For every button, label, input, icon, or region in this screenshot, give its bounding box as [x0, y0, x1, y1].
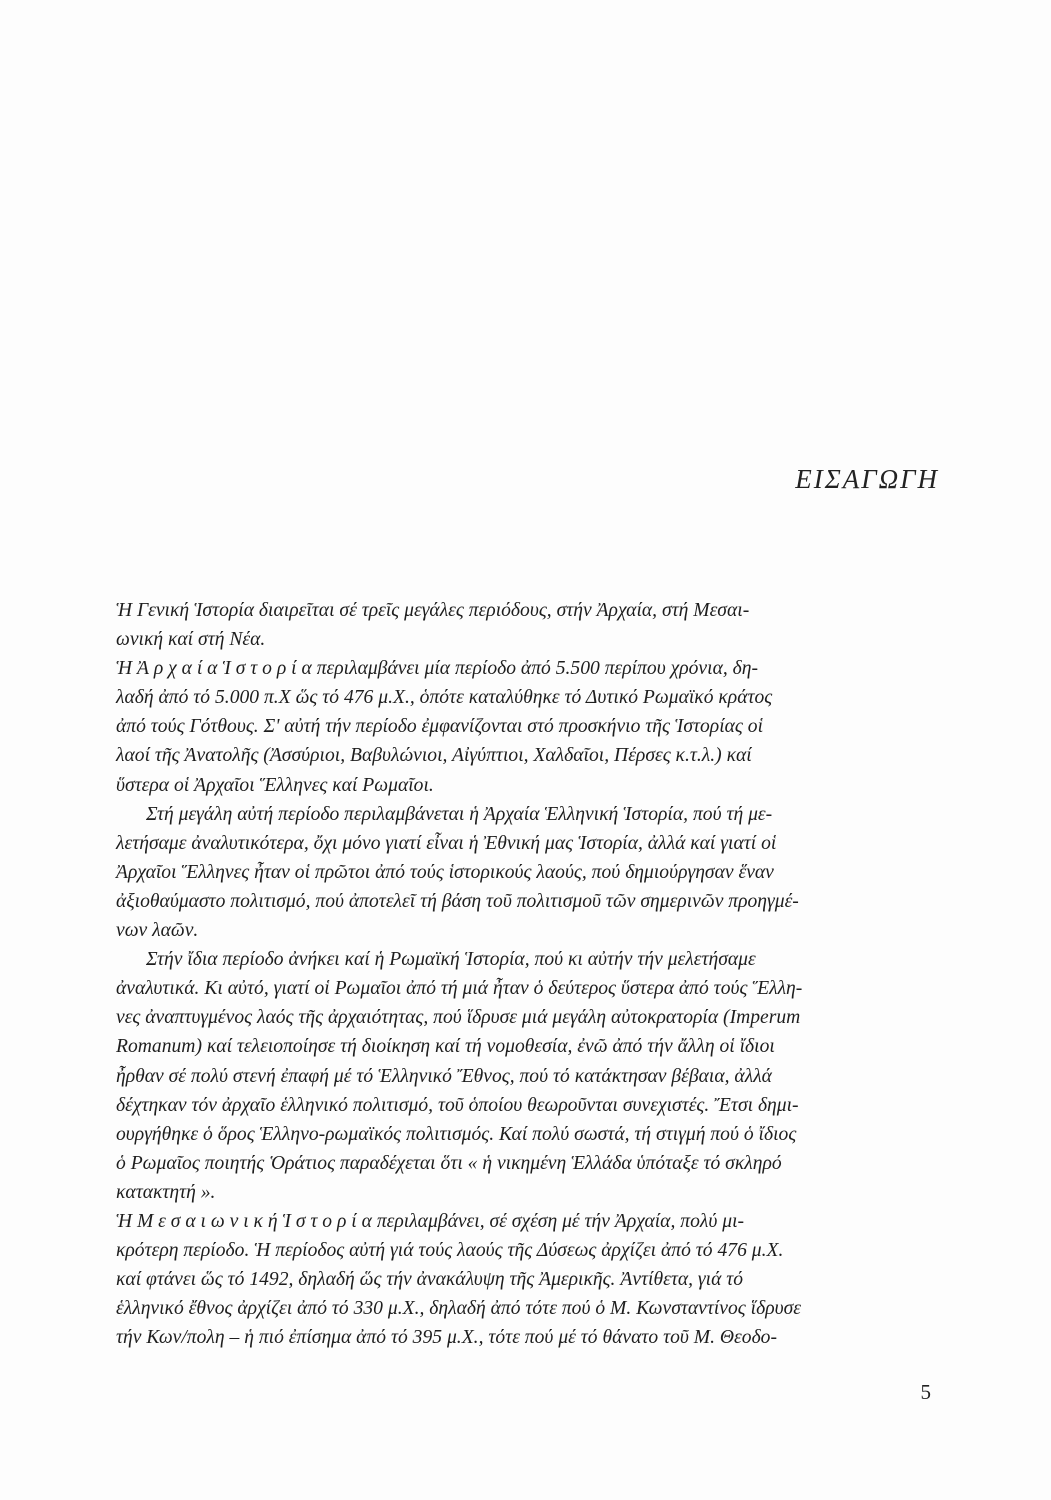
text-line: Ἡ Ἀ ρ χ α ί α Ἱ σ τ ο ρ ί α περιλαμβάνει μία περίοδο ἀπό 5.500 περίπου χρόνια, δη- [116, 658, 759, 680]
text-line: ἀξιοθαύμαστο πολιτισμό, πού ἀποτελεῖ τή βάση τοῦ πολιτισμοῦ τῶν σημερινῶν προηγμέ- [116, 890, 799, 912]
text-line: δέχτηκαν τόν ἀρχαῖο ἑλληνικό πολιτισμό, τοῦ ὁποίου θεωροῦνται συνεχιστές. Ἔτσι δημι- [116, 1094, 799, 1116]
text-line: κρότερη περίοδο. Ἡ περίοδος αὐτή γιά τούς λαούς τῆς Δύσεως ἀρχίζει ἀπό τό 476 μ.Χ. [116, 1240, 784, 1262]
text-line: λαδή ἀπό τό 5.000 π.Χ ὥς τό 476 μ.Χ., ὁπότε καταλύθηκε τό Δυτικό Ρωμαϊκό κράτος [116, 687, 773, 709]
text-line: ὁ Ρωμαῖος ποιητής Ὁράτιος παραδέχεται ὅτι « ἡ νικημένη Ἑλλάδα ὑπόταξε τό σκληρό [116, 1152, 782, 1174]
text-line: καί φτάνει ὥς τό 1492, δηλαδή ὥς τήν ἀνακάλυψη τῆς Ἀμερικῆς. Ἀντίθετα, γιά τό [116, 1269, 744, 1291]
chapter-title: ΕΙΣΑΓΩΓΗ [795, 464, 939, 494]
body-text [116, 596, 938, 1352]
text-line: λετήσαμε ἀναλυτικότερα, ὄχι μόνο γιατί εἶναι ἡ Ἐθνική μας Ἱστορία, ἀλλά καί γιατί οἱ [116, 832, 777, 854]
text-line: Στήν ἴδια περίοδο ἀνήκει καί ἡ Ρωμαϊκή Ἱστορία, πού κι αὐτήν τήν μελετήσαμε [146, 949, 756, 971]
text-line: νες ἀναπτυγμένος λαός τῆς ἀρχαιότητας, πού ἵδρυσε μιά μεγάλη αὐτοκρατορία (Imperum [116, 1007, 801, 1029]
text-line: Romanum) καί τελειοποίησε τή διοίκηση καί τή νομοθεσία, ἐνῶ ἀπό τήν ἄλλη οἱ ἴδιοι [116, 1036, 775, 1058]
text-line: Ἡ Γενική Ἱστορία διαιρεῖται σέ τρεῖς μεγάλες περιόδους, στήν Ἀρχαία, στή Μεσαι- [116, 600, 750, 621]
text-line: Ἡ Μ ε σ α ι ω ν ι κ ή Ἱ σ τ ο ρ ί α περιλαμβάνει, σέ σχέση μέ τήν Ἀρχαία, πολύ μι- [116, 1210, 745, 1232]
text-line: ουργήθηκε ὁ ὅρος Ἑλληνο-ρωμαϊκός πολιτισμός. Καί πολύ σωστά, τή στιγμή πού ὁ ἴδιος [116, 1123, 797, 1145]
text-line: ωνική καί στή Νέα. [116, 629, 266, 651]
text-line: ἀπό τούς Γότθους. Σ' αὐτή τήν περίοδο ἐμφανίζονται στό προσκήνιο τῆς Ἱστορίας οἱ [116, 716, 764, 738]
text-line: ἀναλυτικά. Κι αὐτό, γιατί οἱ Ρωμαῖοι ἀπό τή μιά ἦταν ὁ δεύτερος ὕστερα ἀπό τούς Ἕλλη- [116, 978, 803, 1000]
text-line: ἑλληνικό ἔθνος ἀρχίζει ἀπό τό 330 μ.Χ., δηλαδή ἀπό τότε πού ὁ Μ. Κωνσταντίνος ἵδρυσε [116, 1298, 801, 1320]
text-line: τήν Κων/πολη – ἡ πιό ἐπίσημα ἀπό τό 395 μ.Χ., τότε πού μέ τό θάνατο τοῦ Μ. Θεοδο- [116, 1327, 777, 1349]
text-line: ἦρθαν σέ πολύ στενή ἐπαφή μέ τό Ἑλληνικό Ἔθνος, πού τό κατάκτησαν βέβαια, ἀλλά [116, 1065, 772, 1087]
text-line: Ἀρχαῖοι Ἕλληνες ἦταν οἱ πρῶτοι ἀπό τούς ἱστορικούς λαούς, πού δημιούργησαν ἕναν [116, 861, 774, 883]
text-line: Στή μεγάλη αὐτή περίοδο περιλαμβάνεται ἡ Ἀρχαία Ἑλληνική Ἱστορία, πού τή με- [146, 803, 773, 825]
text-line: κατακτητή ». [116, 1181, 216, 1203]
text-line: νων λαῶν. [116, 920, 199, 942]
text-line: ὕστερα οἱ Ἀρχαῖοι Ἕλληνες καί Ρωμαῖοι. [116, 774, 434, 796]
page-number: 5 [920, 1380, 931, 1404]
text-line: λαοί τῆς Ἀνατολῆς (Ἀσσύριοι, Βαβυλώνιοι, Αἰγύπτιοι, Χαλδαῖοι, Πέρσες κ.τ.λ.) καί [116, 745, 752, 767]
